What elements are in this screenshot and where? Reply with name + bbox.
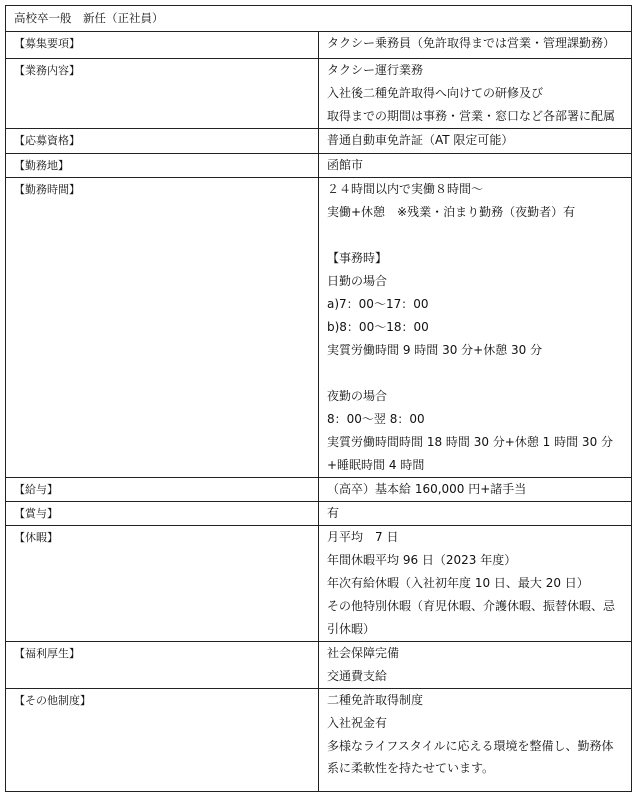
value-line: 函館市 (327, 158, 364, 172)
title-row (6, 6, 632, 32)
row-value (319, 689, 632, 792)
row-value (319, 642, 632, 689)
value-line: 交通費支給 (327, 669, 388, 683)
row-label: 【募集要項】 (6, 32, 319, 59)
value-line: 年次有給休暇（入社初年度 10 日、最大 20 日） (327, 576, 589, 590)
row-working-hours (6, 178, 632, 478)
value-line: 取得までの期間は事務・営業・窓口など各部署に配属 (327, 109, 616, 123)
row-recruitment (6, 32, 632, 59)
value-line: 実質労働時間 9 時間 30 分+休憩 30 分 (327, 343, 543, 357)
row-value (319, 129, 632, 154)
row-bonus (6, 502, 632, 526)
value-line: 普通自動車免許証（AT 限定可能） (327, 133, 514, 147)
row-value (319, 478, 632, 502)
value-line: 二種免許取得制度 (327, 693, 424, 707)
value-line: 実働+休憩 ※残業・泊まり勤務（夜勤者）有 (327, 205, 576, 219)
value-line: 実質労働時間時間 18 時間 30 分+休憩 1 時間 30 分+睡眠時間 4 時間 (327, 435, 614, 472)
row-label: 【その他制度】 (6, 689, 319, 792)
value-line: タクシー運行業務 (327, 63, 424, 77)
value-line: （高卒）基本給 160,000 円+諸手当 (327, 482, 527, 496)
value-line (327, 224, 625, 247)
row-label: 【給与】 (6, 478, 319, 502)
value-line: 月平均 7 日 (327, 530, 399, 544)
row-value (319, 59, 632, 129)
row-label: 【勤務地】 (6, 154, 319, 178)
value-line: 入社祝金有 (327, 716, 388, 730)
value-line: 【事務時】 (327, 251, 388, 265)
value-line: a)7：00～17：00 (327, 297, 429, 311)
job-listing-table (5, 5, 632, 792)
row-label: 【勤務時間】 (6, 178, 319, 478)
row-work-location (6, 154, 632, 178)
value-line: 有 (327, 506, 340, 520)
row-salary (6, 478, 632, 502)
row-label: 【業務内容】 (6, 59, 319, 129)
value-line: タクシー乗務員（免許取得までは営業・管理課勤務） (327, 36, 616, 50)
row-value (319, 154, 632, 178)
value-line: 8：00～翌 8：00 (327, 412, 425, 426)
row-holidays (6, 526, 632, 642)
value-line: ２４時間以内で実働８時間～ (327, 182, 484, 196)
row-job-description (6, 59, 632, 129)
row-label: 【福利厚生】 (6, 642, 319, 689)
row-label: 【休暇】 (6, 526, 319, 642)
value-line (327, 362, 625, 385)
value-line: 夜勤の場合 (327, 389, 388, 403)
value-line: 社会保障完備 (327, 646, 400, 660)
row-benefits (6, 642, 632, 689)
row-value (319, 32, 632, 59)
row-label: 【賞与】 (6, 502, 319, 526)
listing-title: 高校卒一般 新任（正社員） (6, 6, 632, 32)
row-qualifications (6, 129, 632, 154)
row-value (319, 502, 632, 526)
value-line: b)8：00～18：00 (327, 320, 429, 334)
row-other-systems (6, 689, 632, 792)
value-line: 入社後二種免許取得へ向けての研修及び (327, 86, 544, 100)
value-line: 多様なライフスタイルに応える環境を整備し、勤務体系に柔軟性を持たせています。 (327, 739, 614, 775)
value-line: その他特別休暇（育児休暇、介護休暇、振替休暇、忌引休暇） (327, 599, 616, 636)
value-line: 年間休暇平均 96 日（2023 年度） (327, 553, 517, 567)
value-line: 日勤の場合 (327, 274, 388, 288)
row-label: 【応募資格】 (6, 129, 319, 154)
row-value (319, 526, 632, 642)
row-value (319, 178, 632, 478)
